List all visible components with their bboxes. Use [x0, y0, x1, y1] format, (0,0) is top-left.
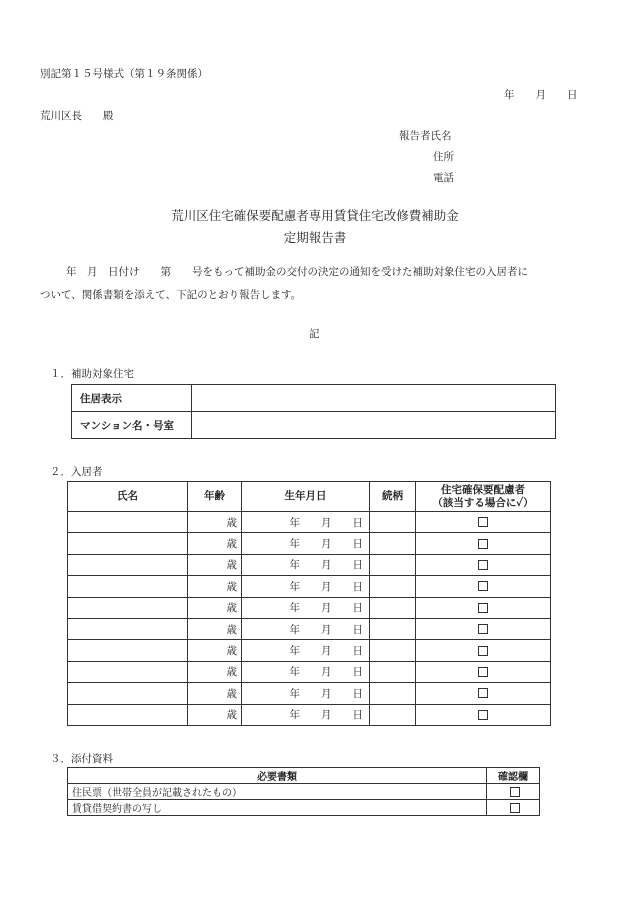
col-doc-header: 必要書類: [68, 768, 487, 784]
reporter-name-label: 報告者氏名: [399, 130, 452, 142]
resident-flag-cell[interactable]: [416, 704, 551, 725]
table-row: [68, 704, 551, 725]
section1-heading: １．補助対象住宅: [50, 368, 134, 380]
resident-name-cell[interactable]: [68, 683, 188, 704]
address-display-label: 住居表示: [72, 385, 192, 412]
resident-birthdate-cell[interactable]: 年 月 日: [242, 512, 370, 533]
table-row: [68, 640, 551, 661]
resident-relation-cell[interactable]: [370, 683, 416, 704]
resident-name-cell[interactable]: [68, 533, 188, 554]
col-relation-header: 続柄: [370, 482, 416, 512]
address-display-field[interactable]: [192, 385, 556, 412]
resident-relation-cell[interactable]: [370, 554, 416, 575]
address-label: 住所: [433, 151, 454, 163]
table-row: [72, 385, 556, 412]
checkbox-icon[interactable]: [478, 710, 488, 720]
table-row: [68, 661, 551, 682]
building-room-field[interactable]: [192, 412, 556, 439]
table-row: [68, 533, 551, 554]
resident-birthdate-cell[interactable]: 年 月 日: [242, 683, 370, 704]
resident-birthdate-cell[interactable]: 年 月 日: [242, 640, 370, 661]
resident-birthdate-cell[interactable]: 年 月 日: [242, 704, 370, 725]
resident-relation-cell[interactable]: [370, 704, 416, 725]
page-title: 荒川区住宅確保要配慮者専用賃貸住宅改修費補助金: [171, 208, 459, 223]
building-room-label: マンション名・号室: [72, 412, 192, 439]
resident-birthdate-cell[interactable]: 年 月 日: [242, 554, 370, 575]
resident-relation-cell[interactable]: [370, 597, 416, 618]
table-row: [68, 683, 551, 704]
doc-resident-register: 住民票（世帯全員が記載されたもの）: [68, 784, 487, 800]
resident-relation-cell[interactable]: [370, 576, 416, 597]
residents-table: [67, 481, 551, 726]
checkbox-icon[interactable]: [478, 517, 488, 527]
resident-age-cell[interactable]: 歳: [188, 661, 242, 682]
col-age-header: 年齢: [188, 482, 242, 512]
resident-age-cell[interactable]: 歳: [188, 533, 242, 554]
page-subtitle: 定期報告書: [283, 230, 347, 245]
resident-name-cell[interactable]: [68, 640, 188, 661]
doc-check-cell[interactable]: [487, 800, 540, 816]
resident-age-cell[interactable]: 歳: [188, 597, 242, 618]
doc-lease-copy: 賃貸借契約書の写し: [68, 800, 487, 816]
resident-name-cell[interactable]: [68, 704, 188, 725]
checkbox-icon[interactable]: [478, 603, 488, 613]
resident-name-cell[interactable]: [68, 661, 188, 682]
checkbox-icon[interactable]: [478, 646, 488, 656]
resident-name-cell[interactable]: [68, 554, 188, 575]
doc-check-cell[interactable]: [487, 784, 540, 800]
table-header-row: [68, 482, 551, 512]
date-line: 年 月 日: [504, 89, 578, 101]
checkbox-icon[interactable]: [510, 803, 520, 813]
resident-birthdate-cell[interactable]: 年 月 日: [242, 576, 370, 597]
resident-name-cell[interactable]: [68, 512, 188, 533]
resident-flag-cell[interactable]: [416, 533, 551, 554]
checkbox-icon[interactable]: [478, 667, 488, 677]
form-number: 別記第１５号様式（第１９条関係）: [40, 68, 208, 80]
table-row: [68, 597, 551, 618]
section2-heading: ２．入居者: [50, 466, 103, 478]
resident-relation-cell[interactable]: [370, 533, 416, 554]
resident-flag-cell[interactable]: [416, 597, 551, 618]
resident-age-cell[interactable]: 歳: [188, 512, 242, 533]
resident-flag-cell[interactable]: [416, 661, 551, 682]
resident-relation-cell[interactable]: [370, 661, 416, 682]
resident-age-cell[interactable]: 歳: [188, 704, 242, 725]
checkbox-icon[interactable]: [478, 560, 488, 570]
resident-birthdate-cell[interactable]: 年 月 日: [242, 618, 370, 639]
col-birthdate-header: 生年月日: [242, 482, 370, 512]
col-flag-header-line1: 住宅確保要配慮者: [441, 483, 525, 496]
attachments-table: [67, 767, 540, 816]
table-row: [68, 618, 551, 639]
checkbox-icon[interactable]: [478, 539, 488, 549]
resident-age-cell[interactable]: 歳: [188, 618, 242, 639]
resident-age-cell[interactable]: 歳: [188, 554, 242, 575]
resident-birthdate-cell[interactable]: 年 月 日: [242, 597, 370, 618]
resident-flag-cell[interactable]: [416, 512, 551, 533]
intro-line-2: ついて、関係書類を添えて、下記のとおり報告します。: [40, 289, 302, 301]
ki-label: 記: [309, 328, 320, 340]
col-check-header: 確認欄: [487, 768, 540, 784]
resident-name-cell[interactable]: [68, 597, 188, 618]
addressee: 荒川区長 殿: [40, 110, 114, 122]
checkbox-icon[interactable]: [478, 624, 488, 634]
table-row: [68, 784, 540, 800]
col-flag-header-line2: （該当する場合に✓）: [432, 496, 534, 509]
resident-age-cell[interactable]: 歳: [188, 576, 242, 597]
section3-heading: ３．添付資料: [50, 753, 113, 765]
checkbox-icon[interactable]: [478, 581, 488, 591]
intro-line-1: 年 月 日付け 第 号をもって補助金の交付の決定の通知を受けた補助対象住宅の入居者に: [66, 266, 528, 278]
checkbox-icon[interactable]: [478, 688, 488, 698]
target-housing-table: [71, 384, 556, 439]
resident-flag-cell[interactable]: [416, 554, 551, 575]
resident-flag-cell[interactable]: [416, 683, 551, 704]
col-name-header: 氏名: [68, 482, 188, 512]
table-header-row: [68, 768, 540, 784]
col-flag-header: [416, 482, 551, 512]
table-row: [68, 512, 551, 533]
resident-name-cell[interactable]: [68, 576, 188, 597]
table-row: [68, 800, 540, 816]
resident-birthdate-cell[interactable]: 年 月 日: [242, 661, 370, 682]
table-row: [68, 554, 551, 575]
table-row: [72, 412, 556, 439]
resident-flag-cell[interactable]: [416, 640, 551, 661]
checkbox-icon[interactable]: [510, 787, 520, 797]
resident-flag-cell[interactable]: [416, 618, 551, 639]
resident-relation-cell[interactable]: [370, 618, 416, 639]
resident-relation-cell[interactable]: [370, 512, 416, 533]
table-row: [68, 576, 551, 597]
resident-age-cell[interactable]: 歳: [188, 640, 242, 661]
phone-label: 電話: [433, 172, 454, 184]
resident-birthdate-cell[interactable]: 年 月 日: [242, 533, 370, 554]
resident-name-cell[interactable]: [68, 618, 188, 639]
resident-age-cell[interactable]: 歳: [188, 683, 242, 704]
resident-flag-cell[interactable]: [416, 576, 551, 597]
resident-relation-cell[interactable]: [370, 640, 416, 661]
